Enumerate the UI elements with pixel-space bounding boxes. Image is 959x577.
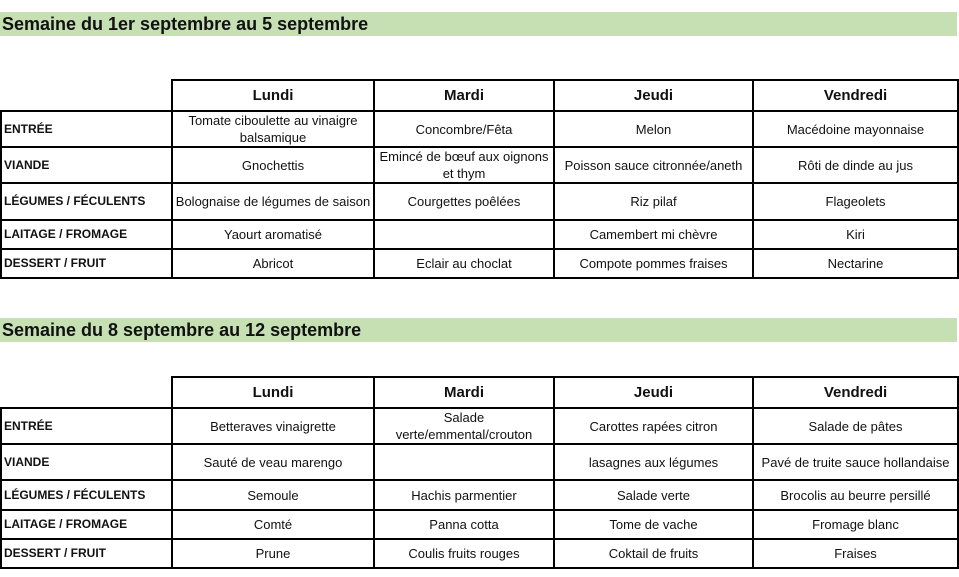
category-label: DESSERT / FRUIT	[1, 249, 172, 278]
row-entree	[1, 111, 958, 147]
menu-cell-mardi	[374, 444, 554, 480]
row-dessert-fruit	[1, 539, 958, 568]
menu-cell-lundi: Sauté de veau marengo	[172, 444, 374, 480]
menu-cell-lundi: Semoule	[172, 480, 374, 510]
row-legumes-feculents	[1, 480, 958, 510]
menu-cell-vendredi: Nectarine	[753, 249, 958, 278]
category-label: DESSERT / FRUIT	[1, 539, 172, 568]
day-header-lundi: Lundi	[172, 377, 374, 408]
menu-cell-lundi: Yaourt aromatisé	[172, 220, 374, 249]
day-header-vendredi: Vendredi	[753, 80, 958, 111]
category-label: ENTRÉE	[1, 408, 172, 444]
menu-cell-vendredi: Macédoine mayonnaise	[753, 111, 958, 147]
menu-cell-jeudi: Poisson sauce citronnée/aneth	[554, 147, 753, 183]
menu-cell-mardi: Emincé de bœuf aux oignons et thym	[374, 147, 554, 183]
menu-cell-vendredi: Kiri	[753, 220, 958, 249]
category-label: VIANDE	[1, 147, 172, 183]
row-laitage-fromage	[1, 220, 958, 249]
day-header-lundi: Lundi	[172, 80, 374, 111]
category-label: LAITAGE / FROMAGE	[1, 220, 172, 249]
menu-cell-jeudi: Carottes rapées citron	[554, 408, 753, 444]
menu-cell-vendredi: Fromage blanc	[753, 510, 958, 539]
row-laitage-fromage	[1, 510, 958, 539]
row-viande	[1, 444, 958, 480]
row-entree	[1, 408, 958, 444]
menu-cell-jeudi: Riz pilaf	[554, 183, 753, 220]
day-header-mardi: Mardi	[374, 80, 554, 111]
menu-cell-jeudi: Coktail de fruits	[554, 539, 753, 568]
menu-cell-lundi: Comté	[172, 510, 374, 539]
menu-cell-vendredi: Brocolis au beurre persillé	[753, 480, 958, 510]
menu-cell-jeudi: Camembert mi chèvre	[554, 220, 753, 249]
header-corner	[1, 377, 172, 408]
menu-cell-mardi: Coulis fruits rouges	[374, 539, 554, 568]
header-row	[1, 377, 958, 408]
menu-cell-mardi: Concombre/Fêta	[374, 111, 554, 147]
day-header-mardi: Mardi	[374, 377, 554, 408]
menu-cell-lundi: Bolognaise de légumes de saison	[172, 183, 374, 220]
week-1-menu-table	[0, 79, 959, 279]
week-1-title: Semaine du 1er septembre au 5 septembre	[0, 12, 957, 36]
week-2-menu-table	[0, 376, 959, 569]
day-header-jeudi: Jeudi	[554, 80, 753, 111]
menu-cell-jeudi: Melon	[554, 111, 753, 147]
menu-cell-vendredi: Pavé de truite sauce hollandaise	[753, 444, 958, 480]
menu-cell-lundi: Tomate ciboulette au vinaigre balsamique	[172, 111, 374, 147]
menu-cell-jeudi: Salade verte	[554, 480, 753, 510]
menu-cell-lundi: Gnochettis	[172, 147, 374, 183]
category-label: VIANDE	[1, 444, 172, 480]
menu-cell-jeudi: lasagnes aux légumes	[554, 444, 753, 480]
menu-cell-jeudi: Compote pommes fraises	[554, 249, 753, 278]
menu-cell-vendredi: Rôti de dinde au jus	[753, 147, 958, 183]
menu-cell-lundi: Betteraves vinaigrette	[172, 408, 374, 444]
row-dessert-fruit	[1, 249, 958, 278]
header-corner	[1, 80, 172, 111]
menu-cell-mardi: Salade verte/emmental/crouton	[374, 408, 554, 444]
menu-cell-vendredi: Salade de pâtes	[753, 408, 958, 444]
menu-cell-mardi: Hachis parmentier	[374, 480, 554, 510]
menu-cell-mardi	[374, 220, 554, 249]
row-legumes-feculents	[1, 183, 958, 220]
day-header-vendredi: Vendredi	[753, 377, 958, 408]
menu-cell-mardi: Panna cotta	[374, 510, 554, 539]
category-label: ENTRÉE	[1, 111, 172, 147]
category-label: LAITAGE / FROMAGE	[1, 510, 172, 539]
header-row	[1, 80, 958, 111]
day-header-jeudi: Jeudi	[554, 377, 753, 408]
category-label: LÉGUMES / FÉCULENTS	[1, 183, 172, 220]
menu-cell-mardi: Courgettes poêlées	[374, 183, 554, 220]
menu-cell-vendredi: Flageolets	[753, 183, 958, 220]
week-2-title: Semaine du 8 septembre au 12 septembre	[0, 318, 957, 342]
menu-cell-vendredi: Fraises	[753, 539, 958, 568]
menu-cell-jeudi: Tome de vache	[554, 510, 753, 539]
category-label: LÉGUMES / FÉCULENTS	[1, 480, 172, 510]
row-viande	[1, 147, 958, 183]
menu-cell-mardi: Eclair au choclat	[374, 249, 554, 278]
menu-cell-lundi: Abricot	[172, 249, 374, 278]
menu-cell-lundi: Prune	[172, 539, 374, 568]
